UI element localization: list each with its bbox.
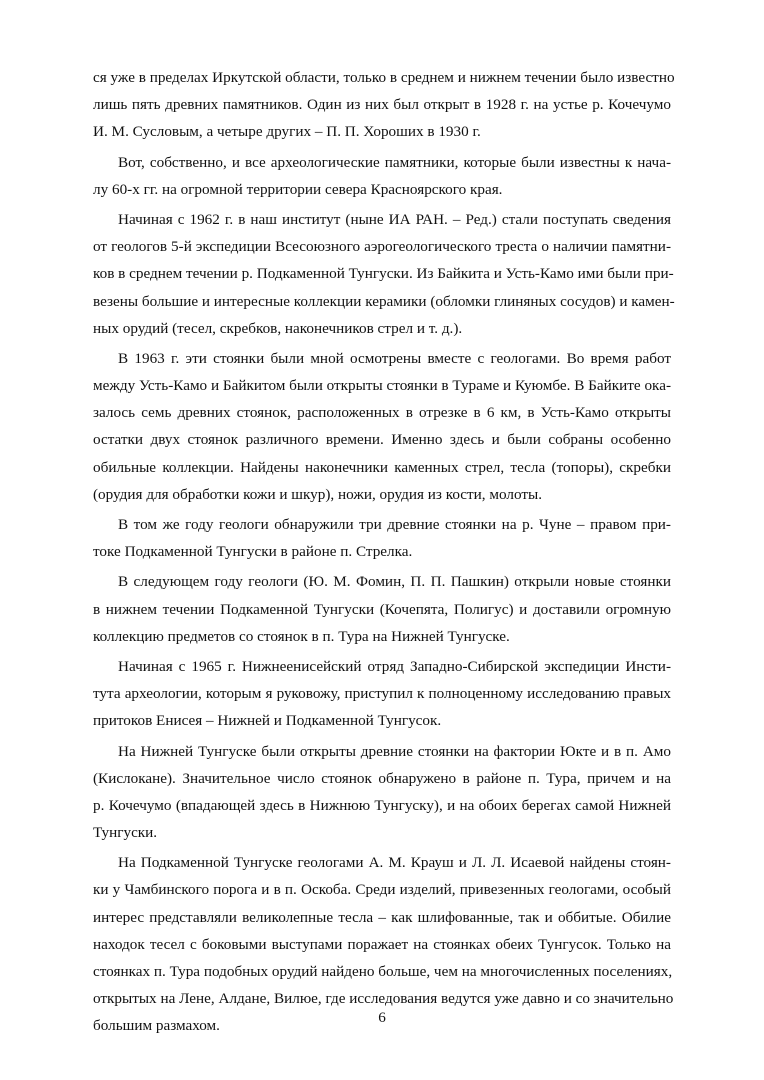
- text-line: лишь пять древних памятников. Один из них был открыт в 1928 г. на устье р. Кочечумо: [93, 96, 671, 114]
- text-line: р. Кочечумо (впадающей здесь в Нижнюю Тунгуску), и на обоих берегах самой Нижней: [93, 796, 671, 814]
- paragraph: [93, 345, 671, 508]
- text-line: ки у Чамбинского порога и в п. Оскоба. Среди изделий, привезенных геологами, особый: [93, 881, 671, 899]
- text-line: тута археологии, которым я руковожу, приступил к полноценному исследованию правых: [93, 685, 671, 703]
- text-line: интерес представляли великолепные тесла – как шлифованные, так и оббитые. Обилие: [93, 908, 671, 926]
- paragraph: [93, 738, 671, 847]
- text-line: открытых на Лене, Алдане, Вилюе, где исследования ведутся уже давно и со значительно: [93, 990, 674, 1008]
- text-line: (Кислокане). Значительное число стоянок обнаружено в районе п. Тура, причем и на: [93, 769, 671, 787]
- text-line: Начиная с 1962 г. в наш институт (ныне ИА РАН. – Ред.) стали поступать сведения: [118, 210, 671, 228]
- text-line: большим размахом.: [93, 1017, 220, 1035]
- text-line: находок тесел с боковыми выступами поражает на стоянках обеих Тунгусок. Только на: [93, 935, 671, 953]
- text-line: ся уже в пределах Иркутской области, только в среднем и нижнем течении было известно: [93, 69, 675, 86]
- text-line: ных орудий (тесел, скребков, наконечников стрел и т. д.).: [93, 319, 463, 337]
- text-line: в нижнем течении Подкаменной Тунгуски (Кочепята, Полигус) и доставили огромную: [93, 600, 671, 618]
- text-line: токе Подкаменной Тунгуски в районе п. Стрелка.: [93, 543, 413, 561]
- body-text: [93, 64, 675, 1040]
- text-line: остатки двух стоянок различного времени. Именно здесь и были собраны особенно: [93, 431, 671, 449]
- text-line: стоянках п. Тура подобных орудий найдено больше, чем на многочисленных поселениях,: [93, 963, 673, 980]
- page-number: 6: [378, 1009, 386, 1026]
- text-line: коллекцию предметов со стоянок в п. Тура на Нижней Тунгуске.: [93, 627, 510, 645]
- text-line: обильные коллекции. Найдены наконечники каменных стрел, тесла (топоры), скребки: [93, 458, 671, 476]
- text-line: Начиная с 1965 г. Нижнеенисейский отряд Западно-Сибирской экспедиции Инсти-: [118, 657, 671, 675]
- text-line: В следующем году геологи (Ю. М. Фомин, П. П. Пашкин) открыли новые стоянки: [118, 573, 671, 591]
- text-line: залось семь древних стоянок, расположенных в отрезке в 6 км, в Усть-Камо открыты: [93, 404, 671, 422]
- paragraph: [93, 149, 671, 203]
- text-line: лу 60-х гг. на огромной территории севера Красноярского края.: [93, 180, 503, 198]
- text-line: ков в среднем течении р. Подкаменной Тунгуски. Из Байкита и Усть-Камо ими были при-: [93, 265, 674, 283]
- text-line: На Подкаменной Тунгуске геологами А. М. Крауш и Л. Л. Исаевой найдены стоян-: [118, 854, 671, 872]
- paragraph: [93, 511, 671, 565]
- text-line: везены большие и интересные коллекции керамики (обломки глиняных сосудов) и камен-: [93, 292, 675, 310]
- paragraph: [93, 64, 675, 146]
- paragraph: [93, 568, 671, 650]
- text-line: В том же году геологи обнаружили три древние стоянки на р. Чуне – правом при-: [118, 516, 671, 533]
- text-line: На Нижней Тунгуске были открыты древние стоянки на фактории Юкте и в п. Амо: [118, 742, 671, 760]
- text-line: (орудия для обработки кожи и шкур), ножи, орудия из кости, молоты.: [93, 485, 543, 503]
- text-line: притоков Енисея – Нижней и Подкаменной Тунгусок.: [93, 712, 442, 730]
- paragraph: [93, 206, 675, 342]
- paragraph: [93, 653, 671, 735]
- text-line: от геологов 5-й экспедиции Всесоюзного аэрогеологического треста о наличии памятни-: [93, 238, 671, 256]
- text-line: И. М. Сусловым, а четыре других – П. П. Хороших в 1930 г.: [93, 123, 481, 141]
- text-line: Вот, собственно, и все археологические памятники, которые были известны к нача-: [118, 153, 671, 171]
- text-line: В 1963 г. эти стоянки были мной осмотрены вместе с геологами. Во время работ: [118, 349, 671, 367]
- text-line: Тунгуски.: [93, 824, 158, 842]
- text-line: между Усть-Камо и Байкитом были открыты стоянки в Тураме и Куюмбе. В Байките ока-: [93, 377, 671, 395]
